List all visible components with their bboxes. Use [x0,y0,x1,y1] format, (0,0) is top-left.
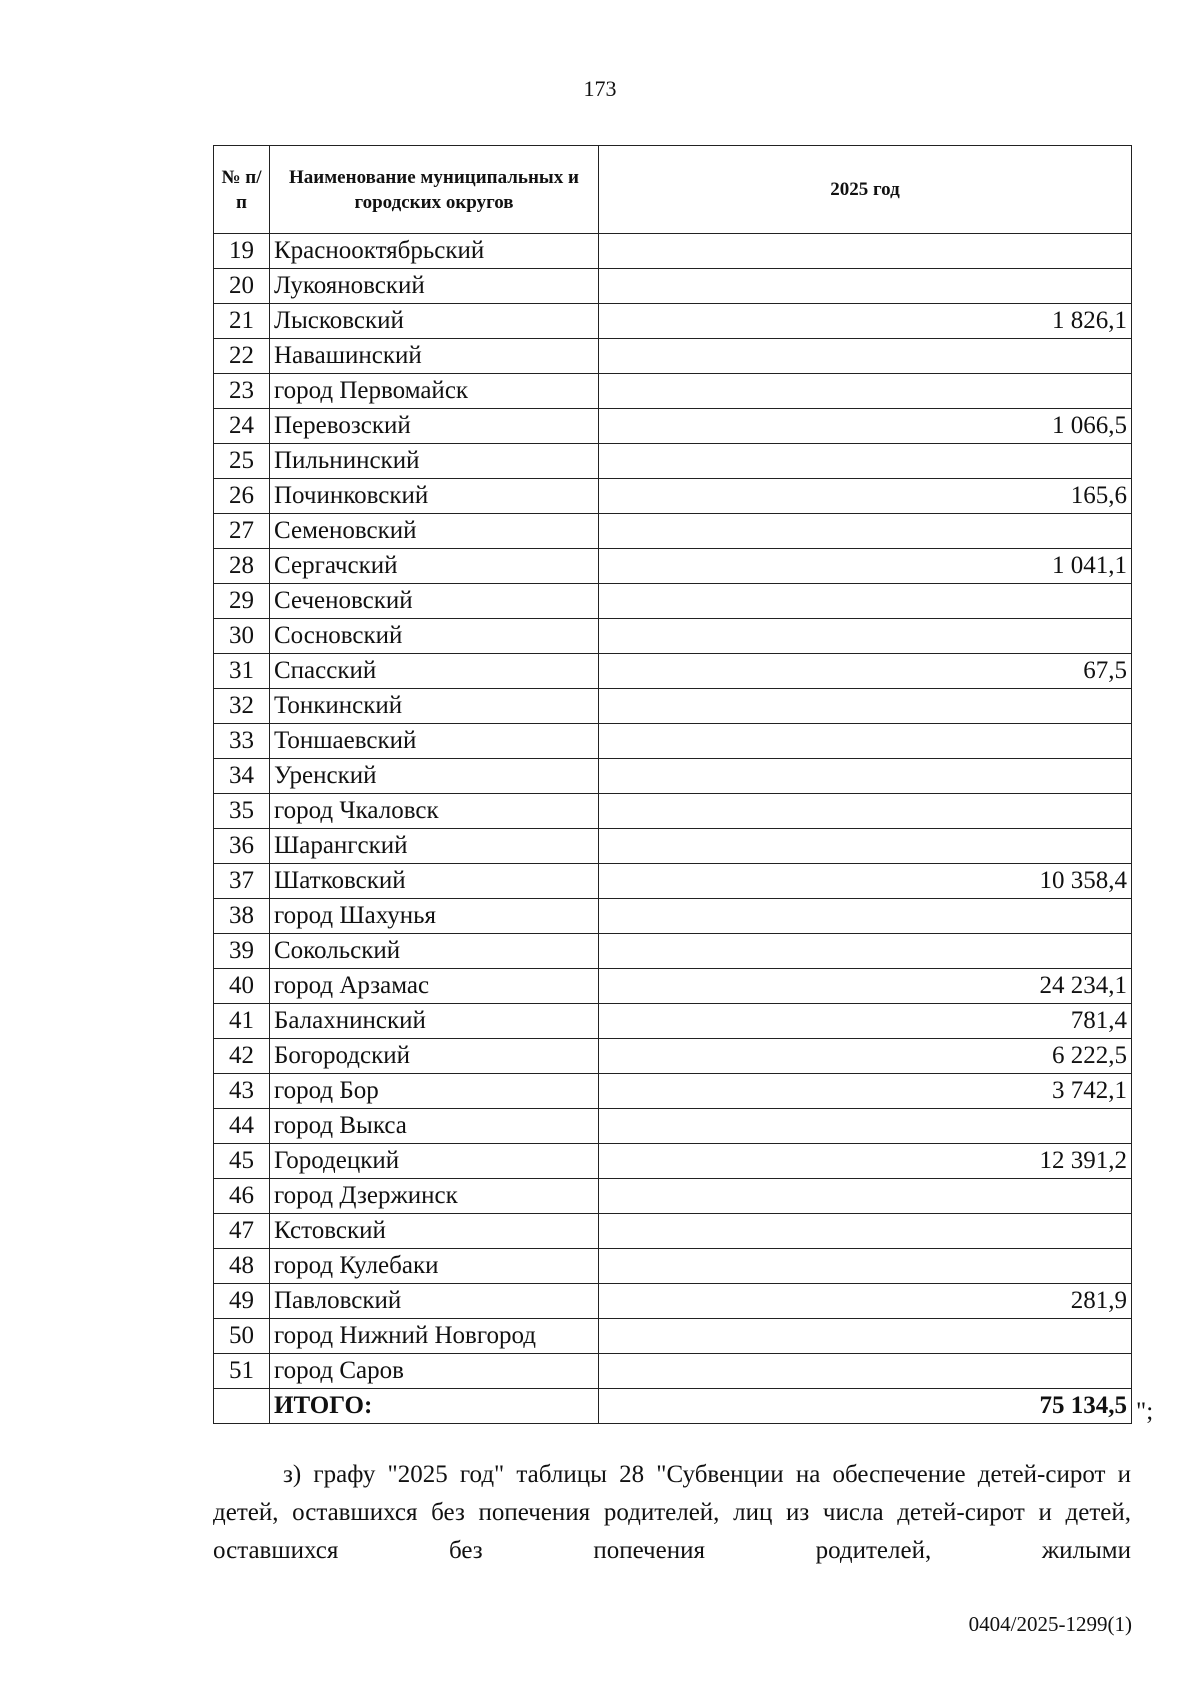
table-row [214,689,1132,724]
row-number-cell: 51 [214,1354,270,1389]
district-name-cell: город Первомайск [270,374,599,409]
district-name-cell: город Выкса [270,1109,599,1144]
value-cell [599,934,1132,969]
row-number-cell: 25 [214,444,270,479]
total-empty-cell [214,1389,270,1424]
district-name-cell: Городецкий [270,1144,599,1179]
table-row [214,1354,1132,1389]
table-body [214,234,1132,1424]
table-row [214,339,1132,374]
table-row [214,1144,1132,1179]
table-row [214,234,1132,269]
district-name-cell: Семеновский [270,514,599,549]
district-name-cell: город Бор [270,1074,599,1109]
value-cell: 10 358,4 [599,864,1132,899]
value-cell [599,899,1132,934]
row-number-cell: 24 [214,409,270,444]
district-name-cell: Лукояновский [270,269,599,304]
table-row [214,1179,1132,1214]
district-name-cell: город Кулебаки [270,1249,599,1284]
row-number-cell: 34 [214,759,270,794]
district-name-cell: Перевозский [270,409,599,444]
header-year: 2025 год [599,146,1132,234]
header-num: № п/п [214,146,270,234]
district-name-cell: Спасский [270,654,599,689]
value-cell [599,1319,1132,1354]
row-number-cell: 29 [214,584,270,619]
row-number-cell: 33 [214,724,270,759]
value-cell [599,1179,1132,1214]
total-label: ИТОГО: [270,1389,599,1424]
row-number-cell: 41 [214,1004,270,1039]
value-cell [599,1109,1132,1144]
district-name-cell: город Дзержинск [270,1179,599,1214]
table-row [214,794,1132,829]
value-cell [599,234,1132,269]
table-row [214,444,1132,479]
district-name-cell: Починковский [270,479,599,514]
row-number-cell: 21 [214,304,270,339]
row-number-cell: 45 [214,1144,270,1179]
district-name-cell: город Нижний Новгород [270,1319,599,1354]
value-cell [599,794,1132,829]
value-cell: 165,6 [599,479,1132,514]
district-name-cell: Сокольский [270,934,599,969]
value-cell: 1 041,1 [599,549,1132,584]
table-row [214,829,1132,864]
table-row [214,619,1132,654]
row-number-cell: 36 [214,829,270,864]
row-number-cell: 26 [214,479,270,514]
row-number-cell: 28 [214,549,270,584]
district-name-cell: Сергачский [270,549,599,584]
row-number-cell: 44 [214,1109,270,1144]
table-header [214,146,1132,234]
district-name-cell: Уренский [270,759,599,794]
table-row [214,899,1132,934]
page-number: 173 [583,76,617,101]
total-value: 75 134,5 [599,1389,1132,1424]
district-name-cell: Тоншаевский [270,724,599,759]
district-name-cell: Краснооктябрьский [270,234,599,269]
value-cell: 67,5 [599,654,1132,689]
value-cell [599,514,1132,549]
value-cell: 24 234,1 [599,969,1132,1004]
district-name-cell: город Чкаловск [270,794,599,829]
row-number-cell: 49 [214,1284,270,1319]
table-row [214,759,1132,794]
value-cell [599,374,1132,409]
value-cell [599,584,1132,619]
value-cell [599,619,1132,654]
document-code: 0404/2025-1299(1) [968,1612,1132,1636]
table-row [214,514,1132,549]
district-name-cell: Богородский [270,1039,599,1074]
table-row [214,479,1132,514]
table-row [214,1319,1132,1354]
value-cell: 1 826,1 [599,304,1132,339]
table-row [214,1004,1132,1039]
row-number-cell: 48 [214,1249,270,1284]
row-number-cell: 39 [214,934,270,969]
table-row [214,969,1132,1004]
row-number-cell: 38 [214,899,270,934]
table-row [214,1214,1132,1249]
value-cell: 3 742,1 [599,1074,1132,1109]
district-name-cell: Сеченовский [270,584,599,619]
table-row [214,584,1132,619]
table-row [214,1284,1132,1319]
district-name-cell: город Арзамас [270,969,599,1004]
row-number-cell: 37 [214,864,270,899]
value-cell [599,689,1132,724]
row-number-cell: 35 [214,794,270,829]
table-row [214,934,1132,969]
district-name-cell: Сосновский [270,619,599,654]
value-cell [599,1249,1132,1284]
budget-table [213,145,1132,1424]
row-number-cell: 47 [214,1214,270,1249]
table-row [214,1249,1132,1284]
table-row [214,724,1132,759]
table-row [214,864,1132,899]
row-number-cell: 20 [214,269,270,304]
value-cell: 781,4 [599,1004,1132,1039]
row-number-cell: 23 [214,374,270,409]
row-number-cell: 22 [214,339,270,374]
row-number-cell: 46 [214,1179,270,1214]
district-name-cell: Лысковский [270,304,599,339]
table-row [214,1074,1132,1109]
district-name-cell: Тонкинский [270,689,599,724]
table-row [214,654,1132,689]
value-cell [599,1214,1132,1249]
header-name: Наименование муниципальных и городских округов [270,146,599,234]
row-number-cell: 30 [214,619,270,654]
body-paragraph: з) графу "2025 год" таблицы 28 "Субвенции на обеспечение детей-сирот и детей, оставшихся без попечения родителей, лиц из числа детей-сирот и детей, оставшихся без попечения родителей, жилыми [213,1461,1131,1564]
value-cell [599,724,1132,759]
row-number-cell: 32 [214,689,270,724]
value-cell [599,829,1132,864]
table-row [214,304,1132,339]
district-name-cell: Навашинский [270,339,599,374]
row-number-cell: 40 [214,969,270,1004]
district-name-cell: Павловский [270,1284,599,1319]
row-number-cell: 27 [214,514,270,549]
district-name-cell: Кстовский [270,1214,599,1249]
table-row [214,1039,1132,1074]
district-name-cell: Пильнинский [270,444,599,479]
row-number-cell: 19 [214,234,270,269]
value-cell: 1 066,5 [599,409,1132,444]
total-row [214,1389,1132,1424]
district-name-cell: город Шахунья [270,899,599,934]
district-name-cell: город Саров [270,1354,599,1389]
table-row [214,409,1132,444]
value-cell [599,759,1132,794]
row-number-cell: 31 [214,654,270,689]
district-name-cell: Балахнинский [270,1004,599,1039]
value-cell [599,339,1132,374]
table-row [214,549,1132,584]
district-name-cell: Шарангский [270,829,599,864]
row-number-cell: 43 [214,1074,270,1109]
table-row [214,269,1132,304]
value-cell [599,269,1132,304]
closing-quote-mark: "; [1136,1398,1154,1425]
value-cell: 6 222,5 [599,1039,1132,1074]
table-row [214,1109,1132,1144]
table-row [214,374,1132,409]
district-name-cell: Шатковский [270,864,599,899]
value-cell [599,444,1132,479]
value-cell: 281,9 [599,1284,1132,1319]
row-number-cell: 42 [214,1039,270,1074]
value-cell [599,1354,1132,1389]
row-number-cell: 50 [214,1319,270,1354]
value-cell: 12 391,2 [599,1144,1132,1179]
